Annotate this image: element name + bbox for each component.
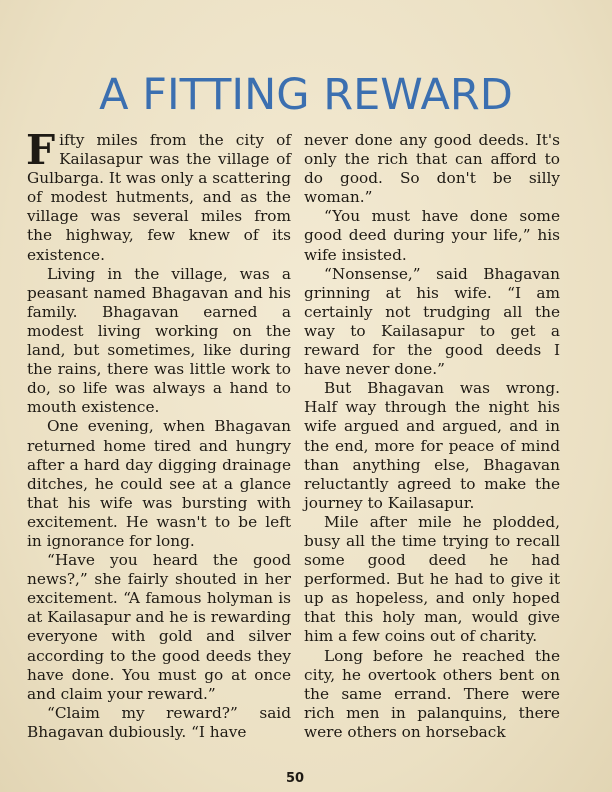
paragraph: Long before he reached the city, he overtook others bent on the same errand. There were rich men in palanquins, there were others on horseback	[304, 646, 560, 741]
paragraph: One evening, when Bhagavan returned home tired and hungry after a hard day digging drainage ditches, he could see at a glance that his wife was bursting with excitement. He wasn't to be left in ignorance for long.	[27, 417, 291, 550]
paragraph: “Have you heard the good news?,” she fairly shouted in her excitement. “A famous holyman is at Kailasapur and he is rewarding everyone with gold and silver according to the good deeds they have done. You must go at once and claim your reward.”	[27, 551, 291, 703]
paragraph: But Bhagavan was wrong. Half way through the night his wife argued and argued, and in the end, more for peace of mind than anything else, Bhagavan reluctantly agreed to make the journey to Kailasapur.	[304, 379, 560, 512]
left-column	[26, 126, 291, 742]
right-column	[304, 131, 560, 742]
paragraph-text: ifty miles from the city of Kailasapur was the village of Gulbarga. It was only a scattering of modest hutments, and as the village was several miles from the highway, few knew of its existence.	[27, 131, 291, 264]
paragraph: never done any good deeds. It's only the rich that can afford to do good. So don't be silly woman.”	[304, 131, 560, 207]
paragraph: “Claim my reward?” said Bhagavan dubiously. “I have	[27, 703, 291, 741]
paragraph: Mile after mile he plodded, busy all the time trying to recall some good deed he had performed. But he had to give it up as hopeless, and only hoped that this holy man, would give him a few coins out of charity.	[304, 512, 560, 646]
story-title: A FITTING REWARD	[99, 70, 513, 120]
paragraph: “Nonsense,” said Bhagavan grinning at his wife. “I am certainly not trudging all the way to Kailasapur to get a reward for the good deeds I have never done.”	[304, 264, 560, 379]
page-number: 50	[285, 771, 305, 786]
drop-cap: F	[26, 126, 56, 174]
paragraph: Living in the village, was a peasant named Bhagavan and his family. Bhagavan earned a modest living working on the land, but sometimes, like during the rains, there was little work to do, so life was always a hand to mouth existence.	[27, 264, 291, 417]
paragraph: “You must have done some good deed during your life,” his wife insisted.	[304, 207, 560, 264]
paragraph	[26, 126, 291, 265]
